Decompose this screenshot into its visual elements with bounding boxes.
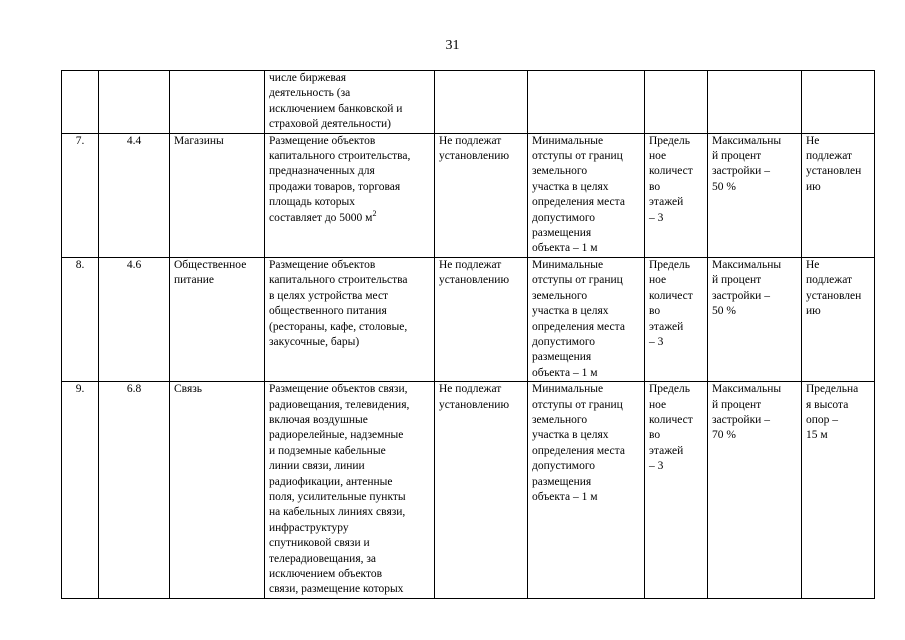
cell-name	[170, 71, 265, 134]
cell-other: Не подлежат установлен ию	[802, 133, 875, 257]
area-limit: составляет до 5000 $м^2$	[269, 208, 377, 224]
cell-land-size: Не подлежат установлению	[435, 382, 528, 599]
cell-floors	[645, 71, 708, 134]
cell-land-size: Не подлежат установлению	[435, 257, 528, 381]
cell-floors: Предель ное количест во этажей – 3	[645, 382, 708, 599]
cell-land-size: Не подлежат установлению	[435, 133, 528, 257]
cell-description: числе биржевая деятельность (за исключением банковской и страховой деятельности)	[265, 71, 435, 134]
cell-num: 8.	[62, 257, 99, 381]
cell-name: Связь	[170, 382, 265, 599]
cell-code: 6.8	[99, 382, 170, 599]
cell-code: 4.6	[99, 257, 170, 381]
cell-description: Размещение объектов капитального строительства, предназначенных для продажи товаров, торговая площадь которых составляет до 5000 $м^2$	[265, 133, 435, 257]
cell-other	[802, 71, 875, 134]
cell-coverage: Максимальны й процент застройки – 70 %	[708, 382, 802, 599]
cell-code: 4.4	[99, 133, 170, 257]
cell-setback: Минимальные отступы от границ земельного участка в целях определения места допустимого размещения объекта – 1 м	[528, 257, 645, 381]
table-row	[62, 382, 875, 599]
cell-land-size	[435, 71, 528, 134]
cell-name: Общественное питание	[170, 257, 265, 381]
cell-name: Магазины	[170, 133, 265, 257]
table-row	[62, 257, 875, 381]
page-number: 31	[445, 38, 460, 53]
table-row-continuation	[62, 71, 875, 134]
cell-coverage: Максимальны й процент застройки – 50 %	[708, 257, 802, 381]
cell-coverage: Максимальны й процент застройки – 50 %	[708, 133, 802, 257]
table-row	[62, 133, 875, 257]
cell-code	[99, 71, 170, 134]
cell-floors: Предель ное количест во этажей – 3	[645, 257, 708, 381]
cell-setback	[528, 71, 645, 134]
cell-num: 9.	[62, 382, 99, 599]
cell-other: Не подлежат установлен ию	[802, 257, 875, 381]
cell-floors: Предель ное количест во этажей – 3	[645, 133, 708, 257]
cell-other: Предельна я высота опор – 15 м	[802, 382, 875, 599]
cell-num	[62, 71, 99, 134]
cell-num: 7.	[62, 133, 99, 257]
land-use-table	[61, 70, 875, 599]
cell-description: Размещение объектов связи, радиовещания, телевидения, включая воздушные радиорелейные, надземные и подземные кабельные линии связи, линии радиофикации, антенные поля, усилительные пункты на кабельных линиях связи, инфраструктуру спутниковой связи и телерадиовещания, за исключением объектов связи, размещение которых	[265, 382, 435, 599]
cell-setback: Минимальные отступы от границ земельного участка в целях определения места допустимого размещения объекта – 1 м	[528, 133, 645, 257]
cell-description: Размещение объектов капитального строительства в целях устройства мест общественного питания (рестораны, кафе, столовые, закусочные, бары)	[265, 257, 435, 381]
cell-setback: Минимальные отступы от границ земельного участка в целях определения места допустимого размещения объекта – 1 м	[528, 382, 645, 599]
cell-coverage	[708, 71, 802, 134]
